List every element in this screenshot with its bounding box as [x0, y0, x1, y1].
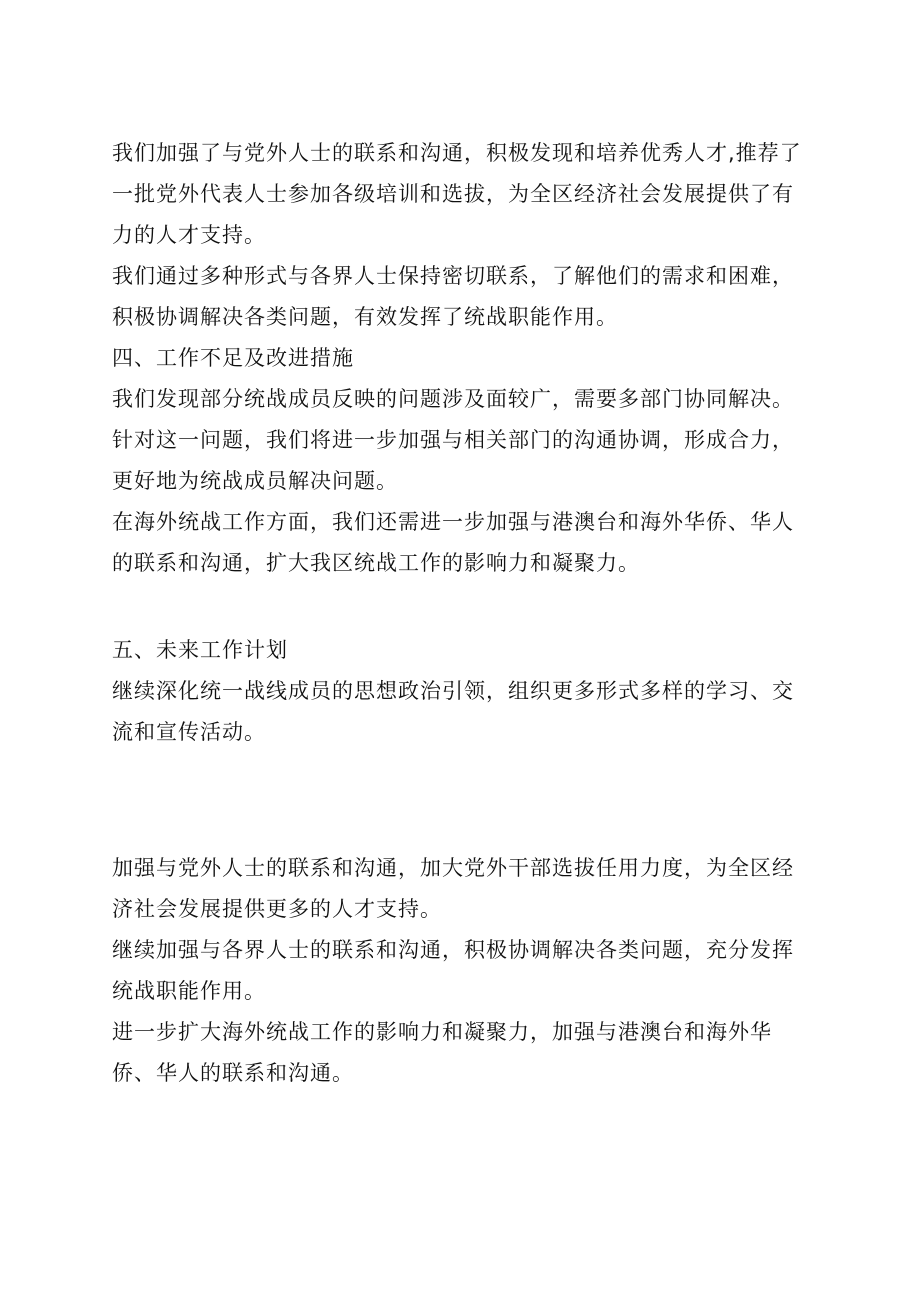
paragraph-coordinate-problems: 继续加强与各界人士的联系和沟通，积极协调解决各类问题，充分发挥统战职能作用。: [112, 938, 794, 1003]
paragraph-talent-support: 我们加强了与党外人士的联系和沟通，积极发现和培养优秀人才,推荐了一批党外代表人士参加各级培训和选拔，为全区经济社会发展提供了有力的人才支持。: [112, 141, 802, 247]
section-heading-shortcomings: 四、工作不足及改进措施: [112, 346, 354, 370]
paragraph-cadre-selection: 加强与党外人士的联系和沟通，加大党外干部选拔任用力度，为全区经济社会发展提供更多的人才支持。: [112, 856, 794, 921]
paragraph-ideological-guidance: 继续深化统一战线成员的思想政治引领，组织更多形式多样的学习、交流和宣传活动。: [112, 679, 794, 744]
paragraph-overseas-work: 在海外统战工作方面，我们还需进一步加强与港澳台和海外华侨、华人的联系和沟通，扩大我区统战工作的影响力和凝聚力。: [112, 510, 794, 575]
document-body: [112, 133, 812, 1094]
spacer: [112, 753, 812, 848]
paragraph-expand-overseas: 进一步扩大海外统战工作的影响力和凝聚力，加强与港澳台和海外华侨、华人的联系和沟通。: [112, 1020, 772, 1085]
paragraph-contact-all-circles: 我们通过多种形式与各界人士保持密切联系，了解他们的需求和困难，积极协调解决各类问题，有效发挥了统战职能作用。: [112, 264, 794, 329]
paragraph-multi-department: 我们发现部分统战成员反映的问题涉及面较广，需要多部门协同解决。针对这一问题，我们将进一步加强与相关部门的沟通协调，形成合力，更好地为统战成员解决问题。: [112, 387, 794, 493]
spacer: [112, 584, 812, 630]
section-heading-future-plan: 五、未来工作计划: [112, 638, 288, 662]
